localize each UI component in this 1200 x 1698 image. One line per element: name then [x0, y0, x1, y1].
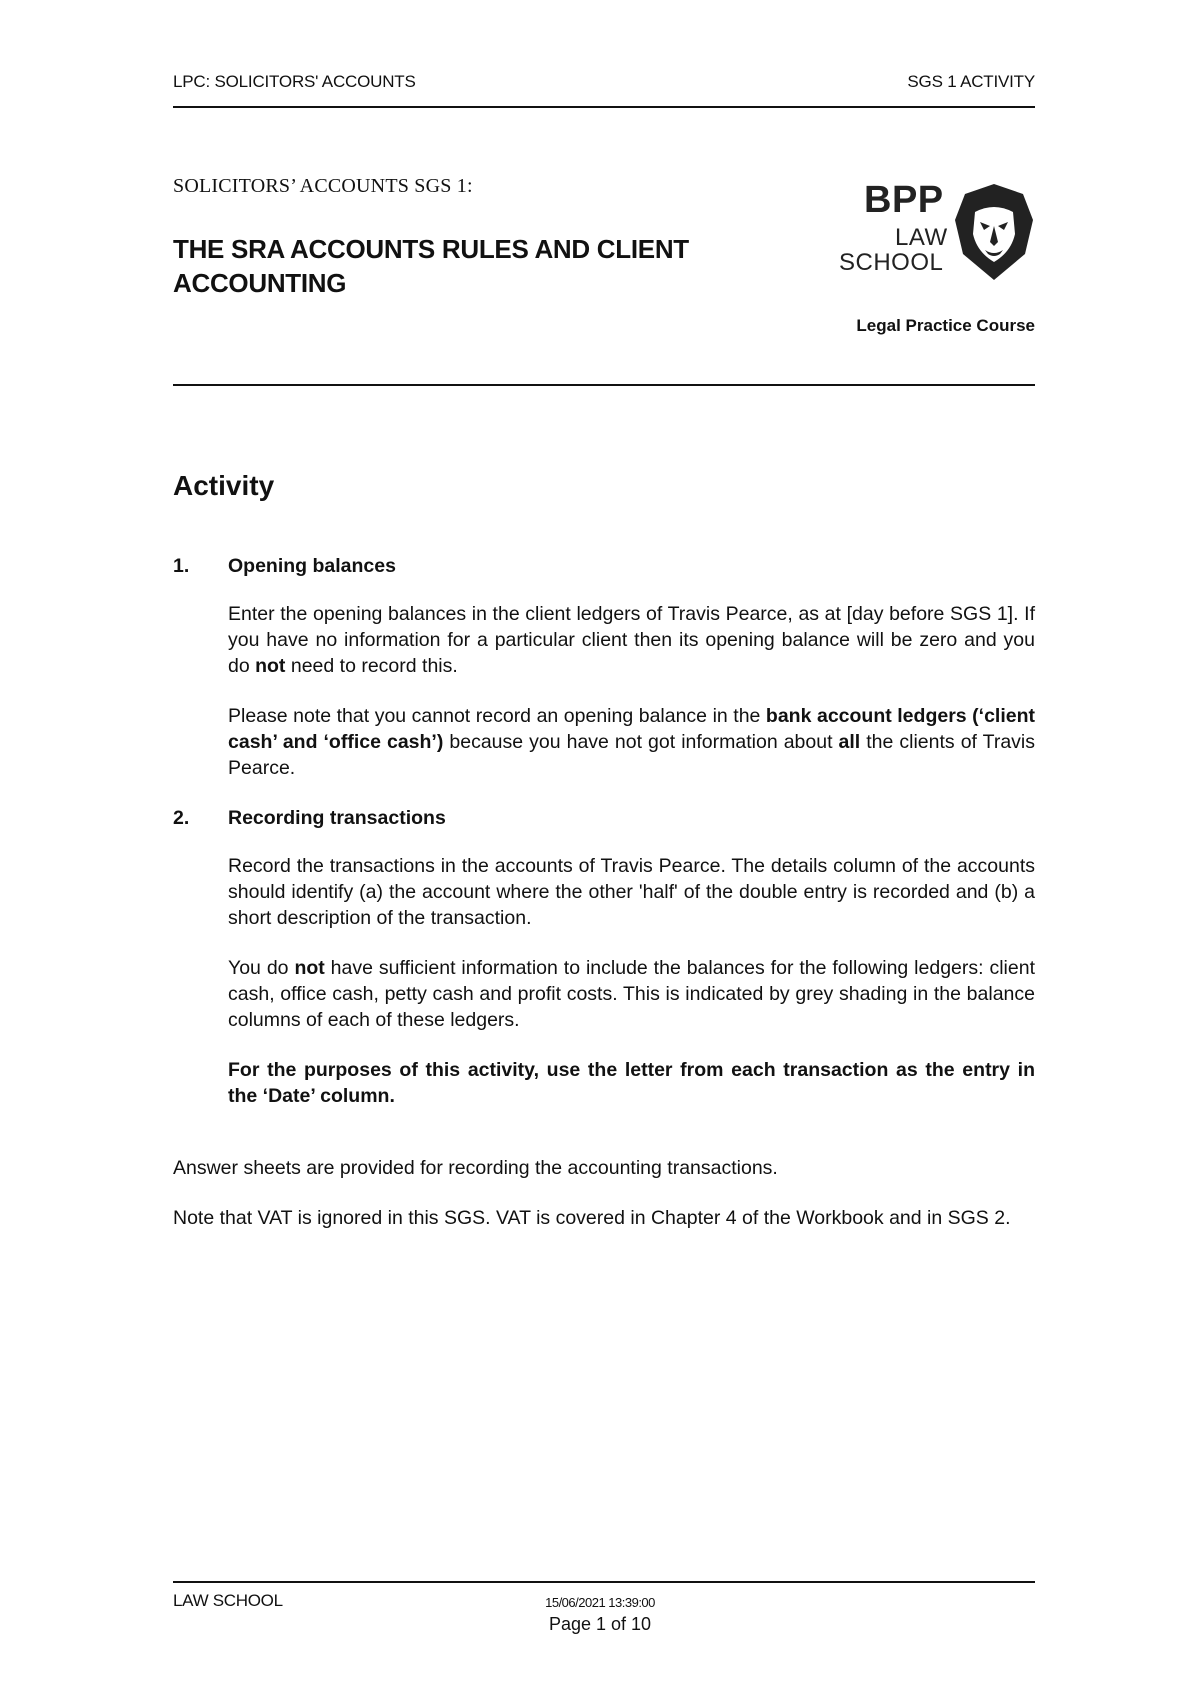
item-heading — [173, 805, 1035, 831]
item-number: 1. — [173, 555, 190, 577]
document-title — [173, 232, 773, 300]
paragraph: Please note that you cannot record an opening balance in the bank account ledgers (‘client cash’ and ‘office cash’) because you have not got information about all the clients of Travis Pearce. — [228, 705, 1036, 779]
activity-body — [173, 553, 1035, 1255]
running-header — [173, 70, 1035, 106]
logo-text-law: LAW — [895, 224, 948, 251]
paragraph: Note that VAT is ignored in this SGS. VAT is covered in Chapter 4 of the Workbook and in SGS 2. — [173, 1207, 1011, 1229]
document-title-line: THE SRA ACCOUNTS RULES AND CLIENT — [173, 234, 689, 264]
item-title: Opening balances — [228, 555, 396, 577]
logo-text-school: SCHOOL — [839, 249, 944, 276]
item-number: 2. — [173, 807, 190, 829]
item-title: Recording transactions — [228, 807, 446, 829]
paragraph: Enter the opening balances in the client ledgers of Travis Pearce, as at [day before SGS 1]. If you have no information for a particular client then its opening balance will be zero and you do not need to record this. — [228, 603, 1035, 677]
document-kicker: SOLICITORS’ ACCOUNTS SGS 1: — [173, 175, 473, 197]
header-right-text: SGS 1 ACTIVITY — [907, 72, 1035, 91]
bpp-logo — [835, 180, 1035, 290]
paragraph: For the purposes of this activity, use the letter from each transaction as the entry in the ‘Date’ column. — [228, 1059, 1035, 1107]
paragraph: Answer sheets are provided for recording the accounting transactions. — [173, 1157, 778, 1179]
section-heading: Activity — [173, 470, 275, 501]
logo-text-bpp: BPP — [864, 179, 944, 221]
paragraph: You do not have sufficient information to include the balances for the following ledgers: client cash, office cash, petty cash and profit costs. This is indicated by grey shading in the balance columns of each of these ledgers. — [228, 957, 1035, 1031]
footer-timestamp: 15/06/2021 13:39:00 — [545, 1595, 655, 1610]
document-title-line: ACCOUNTING — [173, 268, 347, 298]
page-number: Page 1 of 10 — [548, 1614, 652, 1634]
footer-left-text: LAW SCHOOL — [173, 1591, 283, 1610]
course-label: Legal Practice Course — [856, 316, 1035, 335]
footer-rule — [173, 1581, 1035, 1583]
header-rule — [173, 106, 1035, 108]
lion-head-icon — [953, 182, 1035, 282]
item-heading — [173, 553, 1035, 579]
header-left-text: LPC: SOLICITORS' ACCOUNTS — [173, 72, 416, 91]
title-rule — [173, 384, 1035, 386]
paragraph: Record the transactions in the accounts of Travis Pearce. The details column of the accounts should identify (a) the account where the other 'half' of the double entry is recorded and (b) a short description of the transaction. — [228, 855, 1035, 929]
